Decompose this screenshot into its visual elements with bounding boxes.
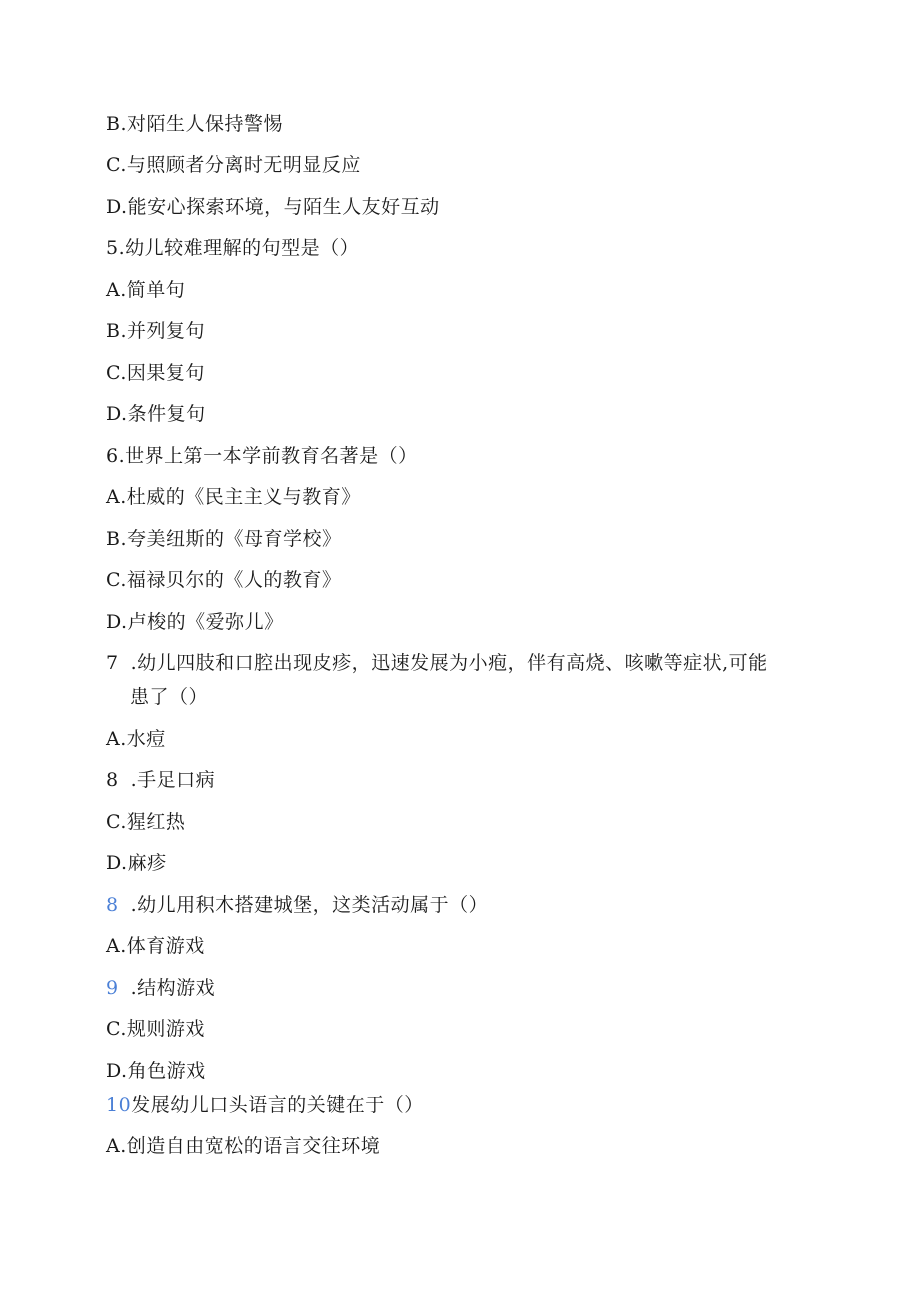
option-number: 8	[106, 769, 119, 791]
option-b-q7	[106, 768, 215, 792]
question-6: 6.世界上第一本学前教育名著是（）	[106, 445, 418, 467]
option-c-q8: C.规则游戏	[106, 1018, 205, 1040]
option-b-q8	[106, 976, 215, 1000]
question-number: 8	[106, 894, 119, 916]
option-d-q7: D.麻疹	[106, 852, 167, 874]
option-d-q8: D.角色游戏	[106, 1060, 206, 1082]
option-d-q6: D.卢梭的《爱弥儿》	[106, 611, 284, 633]
question-7	[106, 651, 768, 675]
option-a-q7: A.水痘	[106, 728, 166, 750]
option-b-q6: B.夸美纽斯的《母育学校》	[106, 528, 342, 550]
question-text: .幼儿用积木搭建城堡，这类活动属于（）	[130, 894, 489, 916]
question-number: 10	[106, 1094, 132, 1116]
option-b-q4: B.对陌生人保持警惕	[106, 113, 284, 135]
option-c-q7: C.猩红热	[106, 811, 186, 833]
question-10	[106, 1093, 424, 1117]
question-8	[106, 893, 488, 917]
option-a-q5: A.简单句	[106, 279, 186, 301]
option-number: 9	[106, 977, 119, 999]
question-text: .幼儿四肢和口腔出现皮疹，迅速发展为小疱，伴有高烧、咳嗽等症状,可能	[130, 652, 768, 674]
option-a-q8: A.体育游戏	[106, 935, 205, 957]
option-c-q5: C.因果复句	[106, 362, 205, 384]
option-d-q4: D.能安心探索环境，与陌生人友好互动	[106, 196, 440, 218]
option-a-q10: A.创造自由宽松的语言交往环境	[106, 1135, 381, 1157]
question-number: 7	[106, 652, 119, 674]
option-text: .手足口病	[130, 769, 216, 791]
option-d-q5: D.条件复句	[106, 403, 206, 425]
option-c-q4: C.与照顾者分离时无明显反应	[106, 154, 361, 176]
option-c-q6: C.福禄贝尔的《人的教育》	[106, 569, 342, 591]
option-a-q6: A.杜威的《民主主义与教育》	[106, 486, 361, 508]
question-5: 5.幼儿较难理解的句型是（）	[106, 237, 360, 259]
option-text: .结构游戏	[130, 977, 216, 999]
option-b-q5: B.并列复句	[106, 320, 206, 342]
question-text: 发展幼儿口头语言的关键在于（）	[131, 1094, 424, 1116]
question-7-continuation: 患了（）	[130, 686, 209, 708]
